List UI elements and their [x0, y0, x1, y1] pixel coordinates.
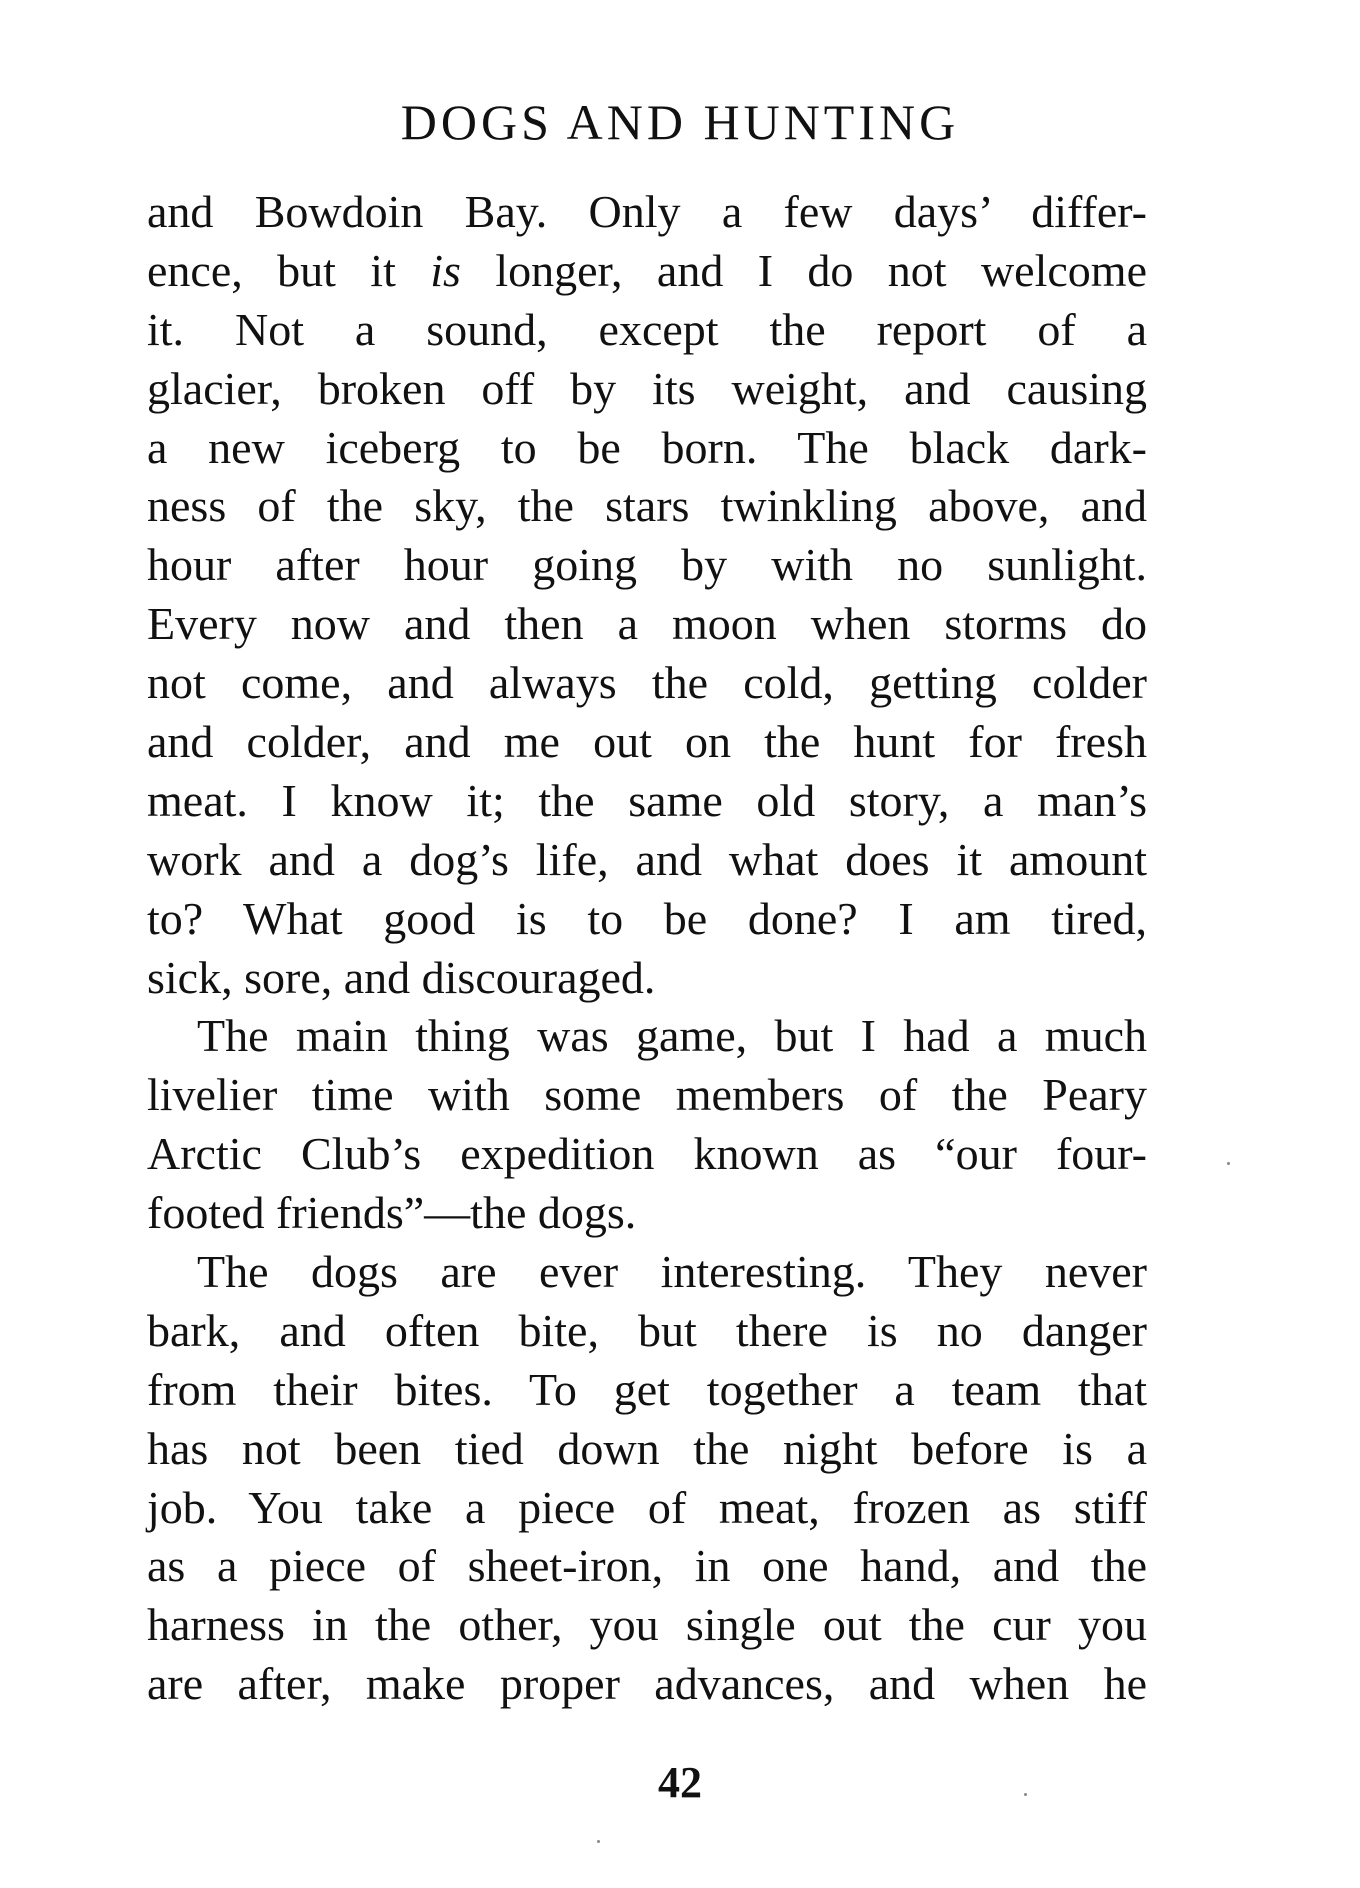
text-line: and Bowdoin Bay. Only a few days’ differ-	[147, 186, 1147, 237]
text-line: job. You take a piece of meat, frozen as stiff	[147, 1481, 1147, 1533]
text-line: The main thing was game, but I had a much	[197, 1010, 1147, 1062]
text-line: glacier, broken off by its weight, and causing	[147, 362, 1147, 414]
print-speck	[597, 1840, 600, 1843]
paragraph	[147, 1007, 1147, 1243]
text-line: work and a dog’s life, and what does it amount	[147, 833, 1147, 885]
text-line: as a piece of sheet-iron, in one hand, and the	[147, 1540, 1147, 1592]
text-line: a new iceberg to be born. The black dark-	[147, 421, 1147, 473]
text-line: footed friends”—the dogs.	[147, 1187, 637, 1239]
text-line: ness of the sky, the stars twinkling above, and	[147, 480, 1147, 532]
text-line: bark, and often bite, but there is no danger	[147, 1304, 1147, 1356]
text-line: hour after hour going by with no sunlight.	[147, 539, 1147, 591]
text-line: are after, make proper advances, and when he	[147, 1658, 1147, 1710]
text-line: it. Not a sound, except the report of a	[147, 303, 1147, 355]
text-line: livelier time with some members of the Peary	[147, 1069, 1147, 1121]
italic-emphasis: is	[430, 244, 461, 296]
text-line: not come, and always the cold, getting colder	[147, 657, 1147, 709]
text-line: and colder, and me out on the hunt for fresh	[147, 716, 1147, 768]
paragraph	[147, 183, 1147, 1007]
text-line: Arctic Club’s expedition known as “our four-	[147, 1128, 1147, 1180]
text-line: harness in the other, you single out the cur you	[147, 1599, 1147, 1651]
text-line: to? What good is to be done? I am tired,	[147, 892, 1147, 944]
text-line: meat. I know it; the same old story, a man’s	[147, 774, 1147, 826]
body-text	[147, 183, 1147, 1714]
print-speck	[1227, 1162, 1230, 1165]
text-line: has not been tied down the night before is a	[147, 1422, 1147, 1474]
text-line: ence, but it is longer, and I do not welcome	[147, 244, 1147, 296]
running-head: DOGS AND HUNTING	[400, 94, 960, 150]
text-line: The dogs are ever interesting. They never	[197, 1246, 1147, 1298]
print-speck	[1024, 1793, 1027, 1796]
text-line: sick, sore, and discouraged.	[147, 951, 656, 1003]
page-number: 42	[658, 1758, 702, 1807]
text-line: Every now and then a moon when storms do	[147, 598, 1147, 650]
paragraph	[147, 1243, 1147, 1714]
text-line: from their bites. To get together a team that	[147, 1363, 1147, 1415]
